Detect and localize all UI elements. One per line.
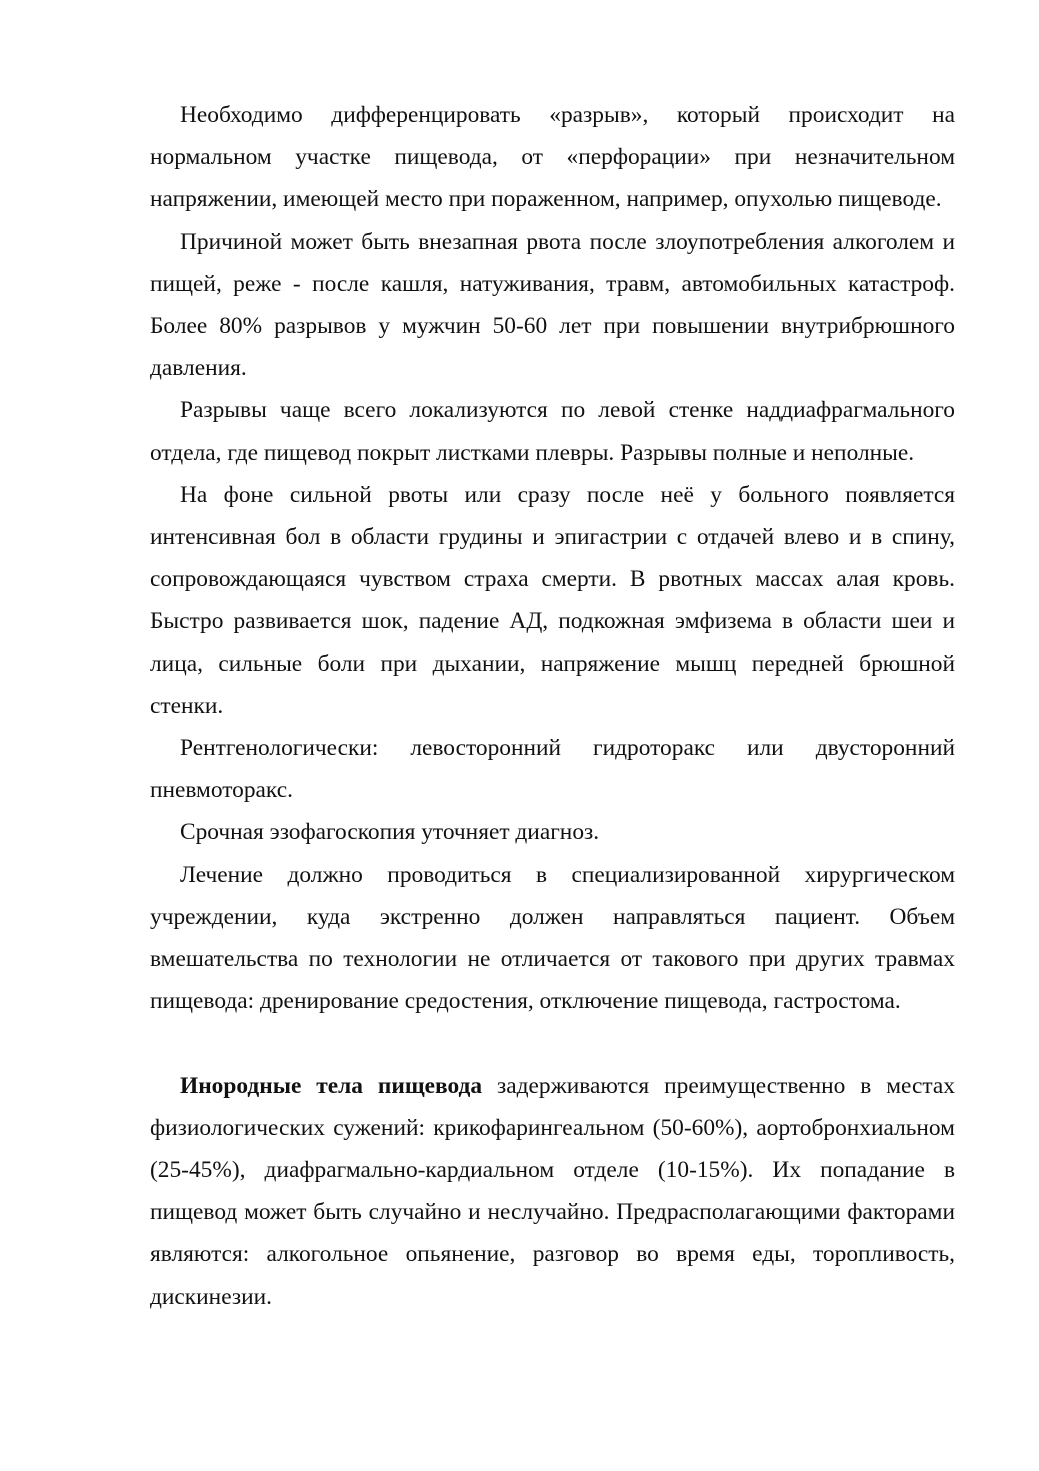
paragraph-localization: Разрывы чаще всего локализуются по левой стенке наддиафрагмального отдела, где пищевод покрыт листками плевры. Разрывы полные и неполные. — [150, 397, 955, 466]
paragraph-causes: Причиной может быть внезапная рвота после злоупотребления алкоголем и пищей, реже - после кашля, натуживания, травм, автомобильных катастроф. Более 80% разрывов у мужчин 50-60 лет при повышении внутрибрюшного давления. — [150, 228, 955, 382]
paragraph-symptoms: На фоне сильной рвоты или сразу после неё у больного появляется интенсивная бол в области грудины и эпигастрии с отдачей влево и в спину, сопровождающаяся чувством страха смерти. В рвотных массах алая кровь. Быстро развивается шок, падение АД, подкожная эмфизема в области шеи и лица, сильные боли при дыхании, напряжение мышц передней брюшной стенки. — [150, 481, 955, 719]
paragraph-foreign-bodies — [150, 1065, 955, 1318]
document-page — [150, 94, 955, 1318]
paragraph-rupture-definition: Необходимо дифференцировать «разрыв», который происходит на нормальном участке пищевода, от «перфорации» при незначительном напряжении, имеющей место при пораженном, например, опухолью пищеводе. — [150, 102, 955, 213]
foreign-bodies-text: задерживаются преимущественно в местах физиологических сужений: крикофарингеальном (50-60%), аортобронхиальном (25-45%), диафрагмально-кардиальном отделе (10-15%). Их попадание в пищевод может быть случайно и неслучайно. Предрасполагающими факторами являются: алкогольное опьянение, разговор во время еды, торопливость, дискинезии. — [150, 1072, 955, 1310]
paragraph-radiology: Рентгенологически: левосторонний гидроторакс или двусторонний пневмоторакс. — [150, 735, 955, 804]
paragraph-treatment: Лечение должно проводиться в специализированной хирургическом учреждении, куда экстренно должен направляться пациент. Объем вмешательства по технологии не отличается от такового при других травмах пищевода: дренирование средостения, отключение пищевода, гастростома. — [150, 861, 955, 1015]
paragraph-esophagoscopy: Срочная эзофагоскопия уточняет диагноз. — [180, 819, 600, 846]
foreign-bodies-term: Инородные тела пищевода — [180, 1072, 483, 1099]
paragraph-spacer — [150, 1022, 955, 1064]
